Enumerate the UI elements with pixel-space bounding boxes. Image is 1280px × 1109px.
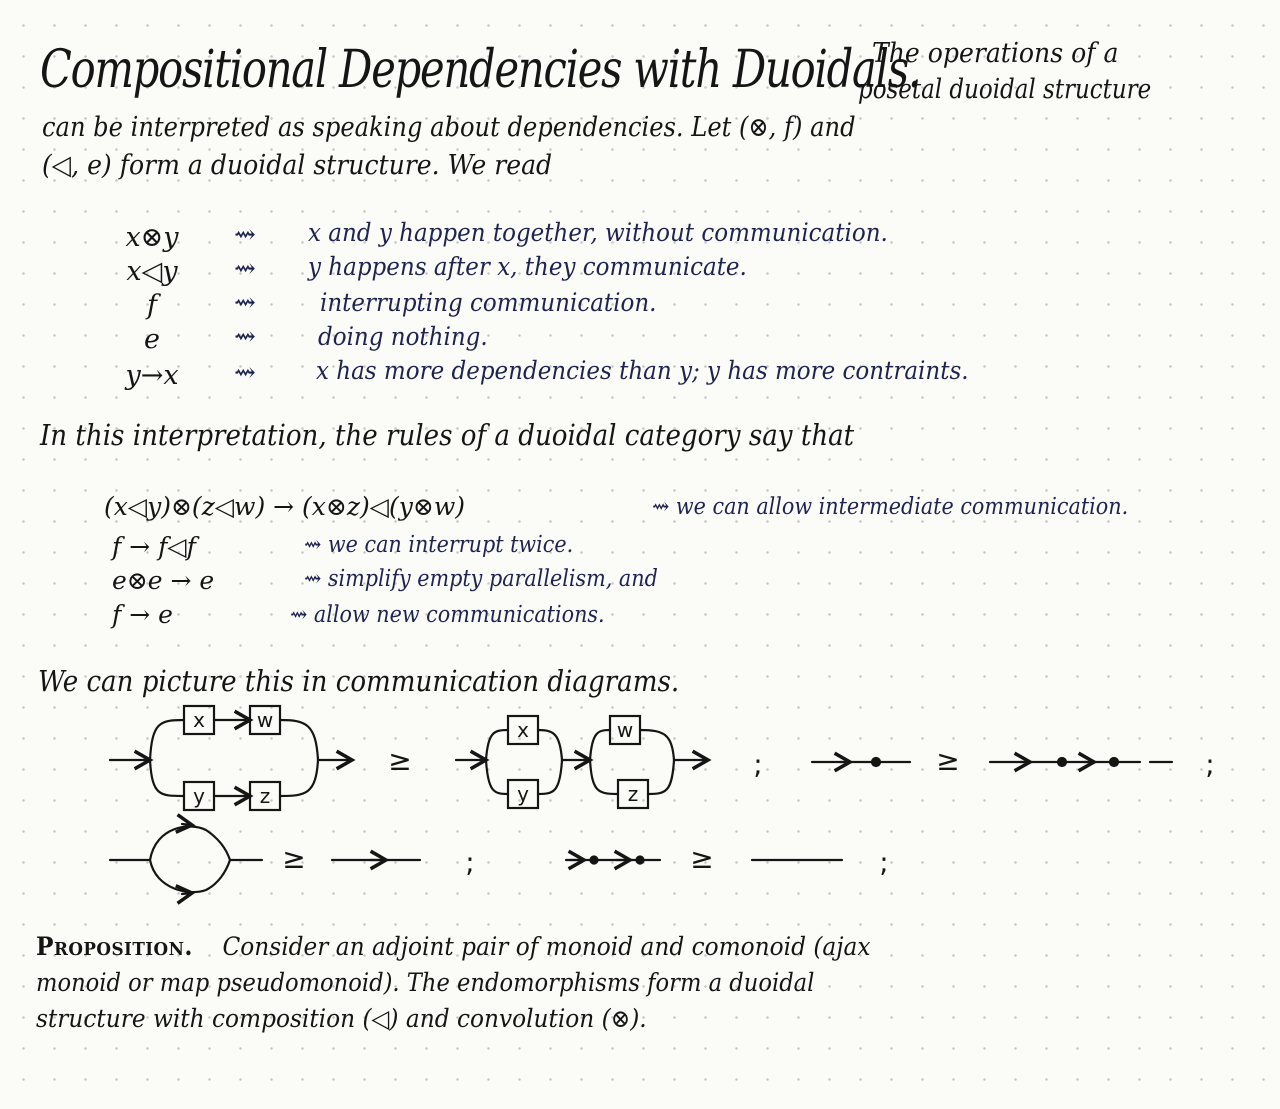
reading-lhs: e — [144, 324, 160, 355]
reading-rhs: x has more dependencies than y; y has more contraints. — [316, 356, 969, 385]
reading-rhs: doing nothing. — [318, 322, 488, 351]
reading-arrow: ⇝ — [234, 220, 256, 250]
proposition-label: Proposition. — [36, 932, 193, 961]
node-dot — [591, 857, 598, 864]
diagram-parallel-sequences — [110, 706, 352, 810]
diagram-intermediate-communication — [456, 716, 708, 808]
box-label-y: y — [517, 782, 529, 806]
proposition-line-3: structure with composition (◁) and convolution (⊗). — [36, 1004, 647, 1033]
rule-lhs: f → e — [112, 600, 173, 629]
reading-rhs: y happens after x, they communicate. — [308, 252, 747, 281]
diagrams-heading: We can picture this in communication diagrams. — [38, 664, 680, 698]
node-dot — [872, 758, 880, 766]
intro-line-1: The operations of a — [872, 38, 1119, 69]
reading-lhs: x◁y — [126, 256, 178, 287]
rule-rhs: ⇝ simplify empty parallelism, and — [304, 566, 658, 592]
node-dot — [1110, 758, 1118, 766]
rule-lhs: (x◁y)⊗(z◁w) → (x⊗z)◁(y⊗w) — [104, 492, 465, 521]
box-label-z: z — [627, 782, 639, 806]
box-label-z: z — [259, 784, 271, 808]
geq-symbol: ≥ — [690, 842, 714, 875]
box-label-x: x — [517, 718, 529, 742]
reading-arrow: ⇝ — [234, 322, 256, 352]
page-title: Compositional Dependencies with Duoidals. — [40, 40, 920, 100]
proposition-line-2: monoid or map pseudomonoid). The endomorphisms form a duoidal — [36, 968, 815, 997]
reading-arrow: ⇝ — [234, 288, 256, 318]
node-dot — [1058, 758, 1066, 766]
semicolon-symbol: ; — [879, 846, 889, 879]
reading-rhs: interrupting communication. — [320, 288, 657, 317]
reading-lhs: x⊗y — [125, 222, 179, 253]
geq-symbol: ≥ — [388, 744, 412, 777]
rules-heading: In this interpretation, the rules of a duoidal category say that — [40, 418, 855, 452]
intro-line-3: can be interpreted as speaking about dependencies. Let (⊗, f) and — [42, 112, 856, 143]
box-label-w: w — [616, 718, 634, 742]
reading-arrow: ⇝ — [234, 254, 256, 284]
geq-symbol: ≥ — [936, 744, 960, 777]
intro-line-4: (◁, e) form a duoidal structure. We read — [42, 150, 553, 181]
rule-rhs: ⇝ we can allow intermediate communication. — [652, 494, 1129, 520]
semicolon-symbol: ; — [465, 846, 475, 879]
diagram-interrupt-twice — [812, 758, 1172, 766]
reading-lhs: f — [147, 290, 157, 321]
node-dot — [637, 857, 644, 864]
intro-line-2: posetal duoidal structure — [858, 74, 1152, 105]
box-label-w: w — [256, 708, 274, 732]
proposition-text-1: Consider an adjoint pair of monoid and comonoid (ajax — [222, 932, 871, 961]
rule-lhs: f → f◁f — [112, 532, 196, 561]
box-label-x: x — [193, 708, 205, 732]
rule-rhs: ⇝ we can interrupt twice. — [304, 532, 574, 558]
rule-lhs: e⊗e → e — [112, 566, 215, 595]
semicolon-symbol: ; — [753, 748, 763, 781]
diagram-empty-parallelism — [110, 824, 420, 894]
proposition-line-1 — [36, 932, 870, 961]
semicolon-symbol: ; — [1205, 748, 1215, 781]
rule-rhs: ⇝ allow new communications. — [290, 602, 605, 628]
reading-rhs: x and y happen together, without communication. — [308, 218, 888, 247]
reading-lhs: y→x — [125, 360, 179, 391]
box-label-y: y — [193, 784, 205, 808]
geq-symbol: ≥ — [282, 842, 306, 875]
reading-arrow: ⇝ — [234, 358, 256, 388]
